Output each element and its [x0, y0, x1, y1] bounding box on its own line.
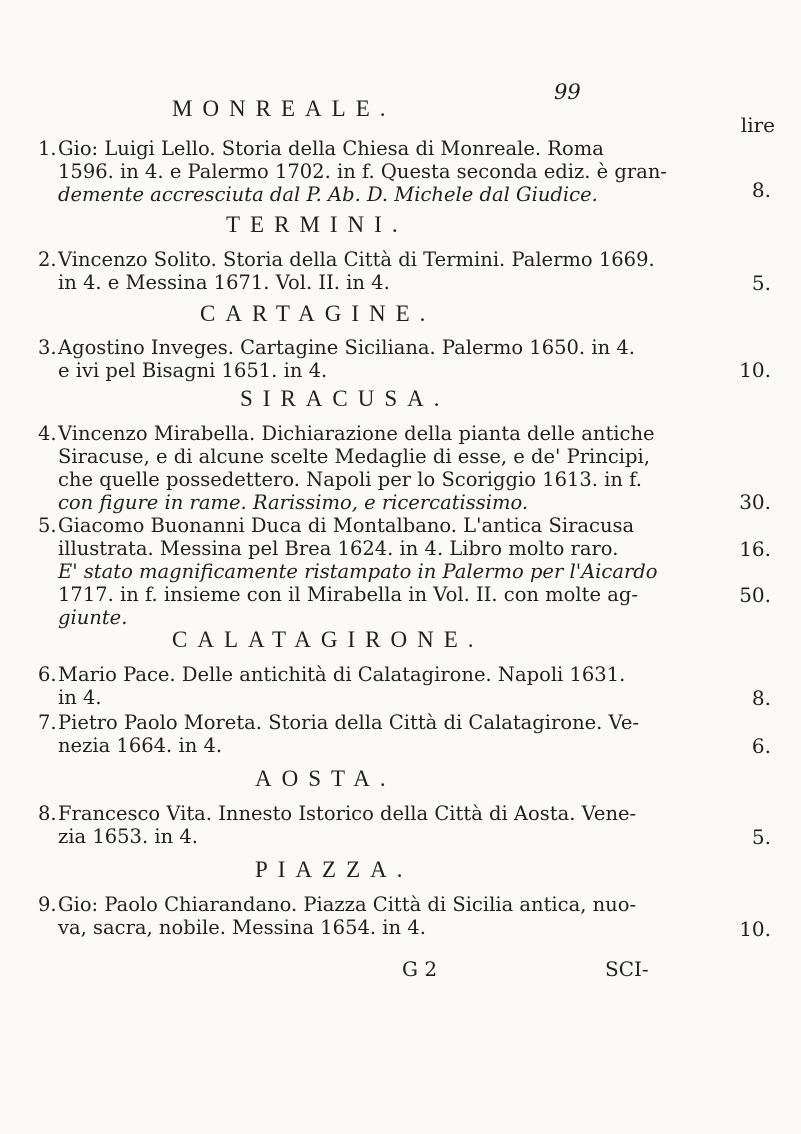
- entry-text-line: Pietro Paolo Moreta. Storia della Città di Calatagirone. Ve-: [58, 711, 639, 734]
- entry-text-line: che quelle possedettero. Napoli per lo Scoriggio 1613. in f.: [58, 468, 642, 491]
- entry-text-line: con figure in rame. Rarissimo, e ricercatissimo.: [58, 491, 529, 514]
- entry-text-line: Vincenzo Solito. Storia della Città di Termini. Palermo 1669.: [58, 248, 655, 271]
- entry-number: 6.: [38, 663, 57, 686]
- entry-7: [38, 711, 678, 757]
- entry-number: 9.: [38, 893, 57, 916]
- entry-text-line: Mario Pace. Delle antichità di Calatagirone. Napoli 1631.: [58, 663, 626, 686]
- section-heading-monreale: MONREALE.: [172, 96, 396, 121]
- section-heading-piazza: PIAZZA.: [255, 857, 413, 882]
- entry-text-line: zia 1653. in 4.: [58, 825, 198, 848]
- entry-9: [38, 893, 678, 939]
- entry-number: 5.: [38, 514, 57, 537]
- section-heading-calatagirone: CALATAGIRONE.: [172, 627, 484, 652]
- entry-text-line: Francesco Vita. Innesto Istorico della Città di Aosta. Vene-: [58, 802, 637, 825]
- entry-text-line: demente accresciuta dal P. Ab. D. Michele dal Giudice.: [58, 183, 598, 206]
- entry-text-line: Gio: Luigi Lello. Storia della Chiesa di Monreale. Roma: [58, 137, 604, 160]
- entry-price: 10.: [739, 917, 771, 941]
- entry-text-line: in 4.: [58, 686, 102, 709]
- entry-price: 30.: [739, 490, 771, 514]
- entry-text-line: illustrata. Messina pel Brea 1624. in 4. Libro molto raro.: [58, 537, 619, 560]
- entry-number: 8.: [38, 802, 57, 825]
- entry-number: 3.: [38, 336, 57, 359]
- entry-text-line: nezia 1664. in 4.: [58, 734, 223, 757]
- entry-text-line: va, sacra, nobile. Messina 1654. in 4.: [58, 916, 426, 939]
- entry-text-line: e ivi pel Bisagni 1651. in 4.: [58, 359, 328, 382]
- entry-price: 6.: [751, 734, 771, 758]
- entry-price: 50.: [739, 583, 771, 607]
- entry-4: [38, 422, 678, 514]
- entry-text-line: in 4. e Messina 1671. Vol. II. in 4.: [58, 271, 390, 294]
- entry-text-line: Siracuse, e di alcune scelte Medaglie di esse, e de' Principi,: [58, 445, 650, 468]
- entry-text-line: giunte.: [58, 606, 128, 629]
- entry-price: 8.: [751, 178, 771, 202]
- entry-price: 8.: [751, 686, 771, 710]
- entry-text-line: Gio: Paolo Chiarandano. Piazza Città di Sicilia antica, nuo-: [58, 893, 637, 916]
- price-column-header: lire: [740, 113, 775, 137]
- entry-text-line: Agostino Inveges. Cartagine Siciliana. Palermo 1650. in 4.: [58, 336, 635, 359]
- page-number: 99: [554, 80, 581, 104]
- entry-text-line: Vincenzo Mirabella. Dichiarazione della pianta delle antiche: [58, 422, 655, 445]
- entry-text-line: Giacomo Buonanni Duca di Montalbano. L'antica Siracusa: [58, 514, 635, 537]
- section-heading-aosta: AOSTA.: [255, 766, 396, 791]
- catchword: SCI-: [605, 957, 649, 981]
- entry-8: [38, 802, 678, 848]
- signature-mark: G 2: [402, 957, 438, 981]
- entry-number: 7.: [38, 711, 57, 734]
- entry-5: [38, 514, 678, 629]
- entry-price: 16.: [739, 537, 771, 561]
- entry-text-line: 1596. in 4. e Palermo 1702. in f. Questa seconda ediz. è gran-: [58, 160, 667, 183]
- entry-1: [38, 137, 678, 206]
- entry-price: 10.: [739, 358, 771, 382]
- section-heading-cartagine: CARTAGINE.: [200, 301, 436, 326]
- entry-text-line: 1717. in f. insieme con il Mirabella in Vol. II. con molte ag-: [58, 583, 638, 606]
- entry-price: 5.: [751, 271, 771, 295]
- entry-6: [38, 663, 678, 709]
- entry-price: 5.: [751, 825, 771, 849]
- entry-3: [38, 336, 678, 382]
- entry-text-line: E' stato magnificamente ristampato in Palermo per l'Aicardo: [58, 560, 658, 583]
- entry-2: [38, 248, 678, 294]
- section-heading-siracusa: SIRACUSA.: [240, 386, 450, 411]
- entry-number: 1.: [38, 137, 57, 160]
- entry-number: 2.: [38, 248, 57, 271]
- entry-number: 4.: [38, 422, 57, 445]
- section-heading-termini: TERMINI.: [226, 212, 408, 237]
